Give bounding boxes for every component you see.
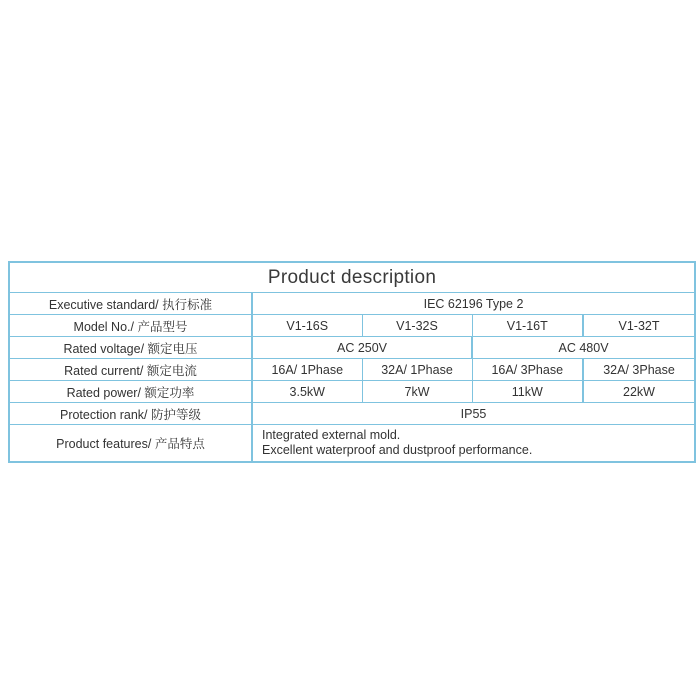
rated-voltage-label: Rated voltage/ 额定电压 xyxy=(9,337,252,359)
voltage-value-single-phase: AC 250V xyxy=(252,337,472,359)
rated-power-row xyxy=(9,381,695,403)
product-features-value xyxy=(252,425,695,463)
executive-standard-row xyxy=(9,293,695,315)
product-features-row xyxy=(9,425,695,463)
model-no-row xyxy=(9,315,695,337)
power-value: 22kW xyxy=(583,381,695,403)
executive-standard-label: Executive standard/ 执行标准 xyxy=(9,293,252,315)
current-value: 16A/ 1Phase xyxy=(252,359,362,381)
protection-rank-value: IP55 xyxy=(252,403,695,425)
product-features-label: Product features/ 产品特点 xyxy=(9,425,252,463)
power-value: 11kW xyxy=(472,381,583,403)
feature-line: Integrated external mold. xyxy=(262,428,401,442)
model-value: V1-16S xyxy=(252,315,362,337)
protection-rank-label: Protection rank/ 防护等级 xyxy=(9,403,252,425)
model-value: V1-32S xyxy=(362,315,472,337)
current-value: 32A/ 1Phase xyxy=(362,359,472,381)
power-value: 3.5kW xyxy=(252,381,362,403)
title-row xyxy=(9,262,695,293)
model-value: V1-16T xyxy=(472,315,583,337)
table-title: Product description xyxy=(9,262,695,293)
rated-current-label: Rated current/ 额定电流 xyxy=(9,359,252,381)
current-value: 16A/ 3Phase xyxy=(472,359,583,381)
feature-line: Excellent waterproof and dustproof performance. xyxy=(262,443,533,457)
product-description-table xyxy=(8,261,696,463)
rated-power-label: Rated power/ 额定功率 xyxy=(9,381,252,403)
rated-voltage-row xyxy=(9,337,695,359)
power-value: 7kW xyxy=(362,381,472,403)
current-value: 32A/ 3Phase xyxy=(583,359,695,381)
protection-rank-row xyxy=(9,403,695,425)
model-value: V1-32T xyxy=(583,315,695,337)
executive-standard-value: IEC 62196 Type 2 xyxy=(252,293,695,315)
voltage-value-three-phase: AC 480V xyxy=(472,337,695,359)
model-no-label: Model No./ 产品型号 xyxy=(9,315,252,337)
rated-current-row xyxy=(9,359,695,381)
